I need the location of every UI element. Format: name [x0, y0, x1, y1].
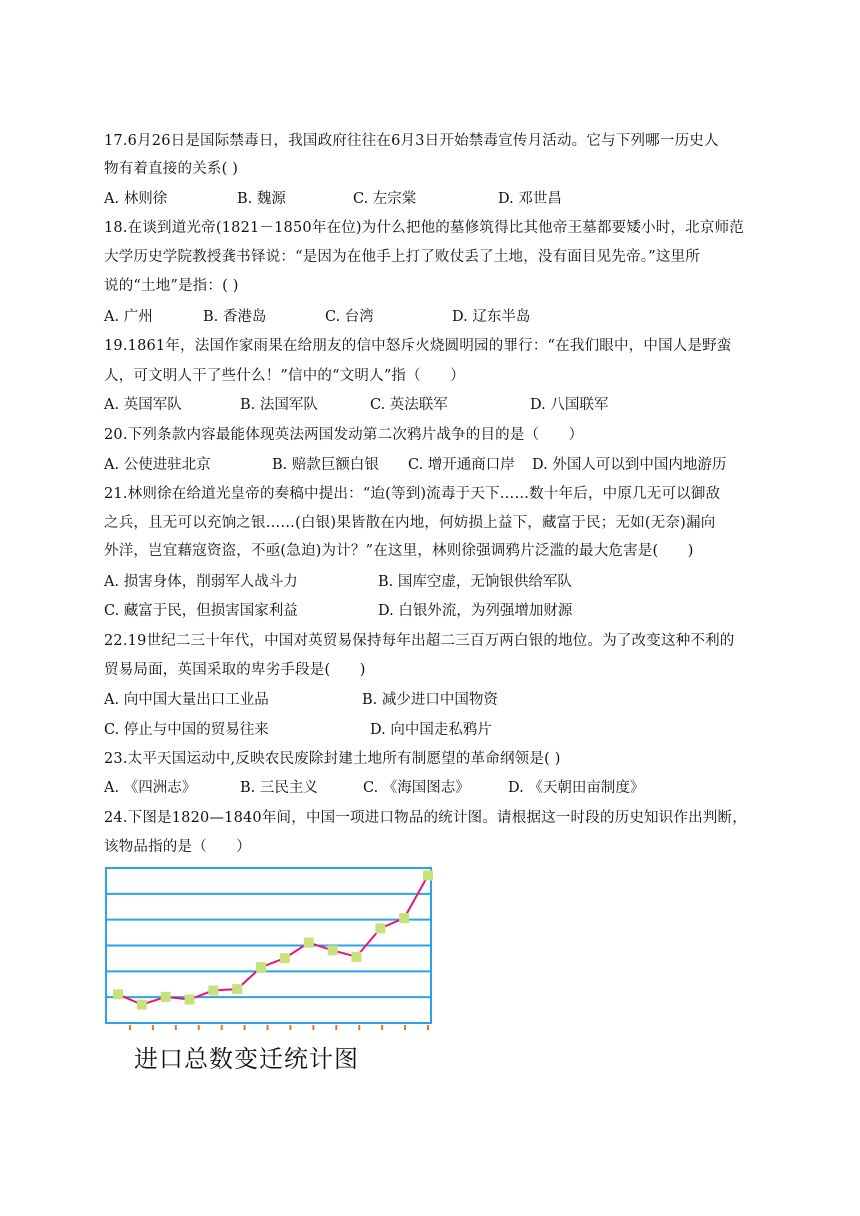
q22-option-d[interactable]: D. 向中国走私鸦片	[370, 722, 492, 738]
q23-option-c[interactable]: C. 《海国图志》	[363, 780, 470, 796]
q23-option-b[interactable]: B. 三民主义	[240, 780, 318, 796]
q19-option-b[interactable]: B. 法国军队	[240, 397, 318, 413]
q17-option-a[interactable]: A. 林则徐	[104, 191, 168, 207]
q23-stem-line-1: 23.太平天国运动中,反映农民废除封建土地所有制愿望的革命纲领是( )	[104, 751, 561, 767]
q18-stem-line-1: 18.在谈到道光帝(1821－1850年在位)为什么把他的墓修筑得比其他帝王墓都要矮小时，北京师范	[104, 220, 744, 236]
chart-data-point	[113, 989, 123, 999]
chart-series-line	[118, 876, 428, 1005]
chart-data-point	[423, 870, 433, 880]
q17-stem-line-2: 物有着直接的关系( )	[104, 161, 239, 177]
q22-stem-line-2: 贸易局面，英国采取的卑劣手段是( )	[104, 662, 366, 678]
q19-stem-line-2: 人，可文明人干了些什么！”信中的“文明人”指（ ）	[104, 368, 465, 384]
chart-plot	[104, 867, 434, 1032]
import-statistics-chart	[104, 867, 434, 1073]
q18-option-b[interactable]: B. 香港岛	[203, 309, 267, 325]
q20-option-a[interactable]: A. 公使进驻北京	[104, 457, 211, 473]
q20-option-c[interactable]: C. 增开通商口岸	[408, 457, 515, 473]
q19-stem-line-1: 19.1861年，法国作家雨果在给朋友的信中怒斥火烧圆明园的罪行：“在我们眼中，中国人是野蛮	[104, 338, 732, 354]
q17-option-b[interactable]: B. 魏源	[237, 191, 286, 207]
q22-stem-line-1: 22.19世纪二三十年代，中国对英贸易保持每年出超二三百万两白银的地位。为了改变这种不利的	[104, 633, 735, 649]
q22-option-c[interactable]: C. 停止与中国的贸易往来	[104, 722, 269, 738]
chart-data-point	[328, 945, 338, 955]
q20-stem-line-1: 20.下列条款内容最能体现英法两国发动第二次鸦片战争的目的是（ ）	[104, 427, 584, 443]
chart-data-point	[232, 984, 242, 994]
q22-option-a[interactable]: A. 向中国大量出口工业品	[104, 692, 269, 708]
q17-option-d[interactable]: D. 邓世昌	[498, 191, 562, 207]
q24-stem-line-2: 该物品指的是（ ）	[104, 839, 251, 855]
chart-data-point	[256, 962, 266, 972]
q21-option-c[interactable]: C. 藏富于民，但损害国家利益	[104, 603, 298, 619]
q23-option-d[interactable]: D. 《天朝田亩制度》	[508, 780, 645, 796]
q18-option-c[interactable]: C. 台湾	[325, 309, 374, 325]
chart-data-point	[208, 985, 218, 995]
chart-data-point	[185, 994, 195, 1004]
q23-option-a[interactable]: A. 《四洲志》	[104, 780, 197, 796]
q18-option-d[interactable]: D. 辽东半岛	[452, 309, 531, 325]
chart-data-point	[161, 992, 171, 1002]
chart-data-point	[375, 923, 385, 933]
q19-option-a[interactable]: A. 英国军队	[104, 397, 182, 413]
chart-title: 进口总数变迁统计图	[134, 1045, 359, 1073]
q20-option-b[interactable]: B. 赔款巨额白银	[272, 457, 379, 473]
chart-data-point	[304, 938, 314, 948]
q22-option-b[interactable]: B. 减少进口中国物资	[362, 692, 498, 708]
q24-stem-line-1: 24.下图是1820—1840年间，中国一项进口物品的统计图。请根据这一时段的历史知识作出判断，	[104, 810, 747, 826]
q18-stem-line-2: 大学历史学院教授龚书铎说：“是因为在他手上打了败仗丢了土地，没有面目见先帝。”这里所	[104, 249, 700, 265]
q21-option-a[interactable]: A. 损害身体，削弱军人战斗力	[104, 574, 298, 590]
q17-option-c[interactable]: C. 左宗棠	[353, 191, 417, 207]
q20-option-d[interactable]: D. 外国人可以到中国内地游历	[532, 457, 727, 473]
q21-option-d[interactable]: D. 白银外流，为列强增加财源	[378, 603, 573, 619]
chart-data-point	[280, 953, 290, 963]
q17-stem-line-1: 17.6月26日是国际禁毒日，我国政府往往在6月3日开始禁毒宣传月活动。它与下列哪一历史人	[104, 133, 719, 149]
q21-stem-line-2: 之兵，且无可以充饷之银……(白银)果皆散在内地，何妨损上益下，藏富于民；无如(无奈)漏向	[104, 515, 716, 531]
q18-stem-line-3: 说的“土地”是指：( )	[104, 278, 239, 294]
chart-data-point	[351, 952, 361, 962]
q21-stem-line-3: 外洋，岂宜藉寇资盗，不亟(急迫)为计？”在这里，林则徐强调鸦片泛滥的最大危害是( )	[104, 543, 694, 559]
q19-option-d[interactable]: D. 八国联军	[530, 397, 609, 413]
q21-option-b[interactable]: B. 国库空虚，无饷银供给军队	[378, 574, 572, 590]
q21-stem-line-1: 21.林则徐在给道光皇帝的奏稿中提出：“迨(等到)流毒于天下……数十年后，中原几无可以御敌	[104, 486, 721, 502]
q19-option-c[interactable]: C. 英法联军	[370, 397, 448, 413]
chart-data-point	[399, 913, 409, 923]
chart-data-point	[137, 1000, 147, 1010]
q18-option-a[interactable]: A. 广州	[104, 309, 153, 325]
